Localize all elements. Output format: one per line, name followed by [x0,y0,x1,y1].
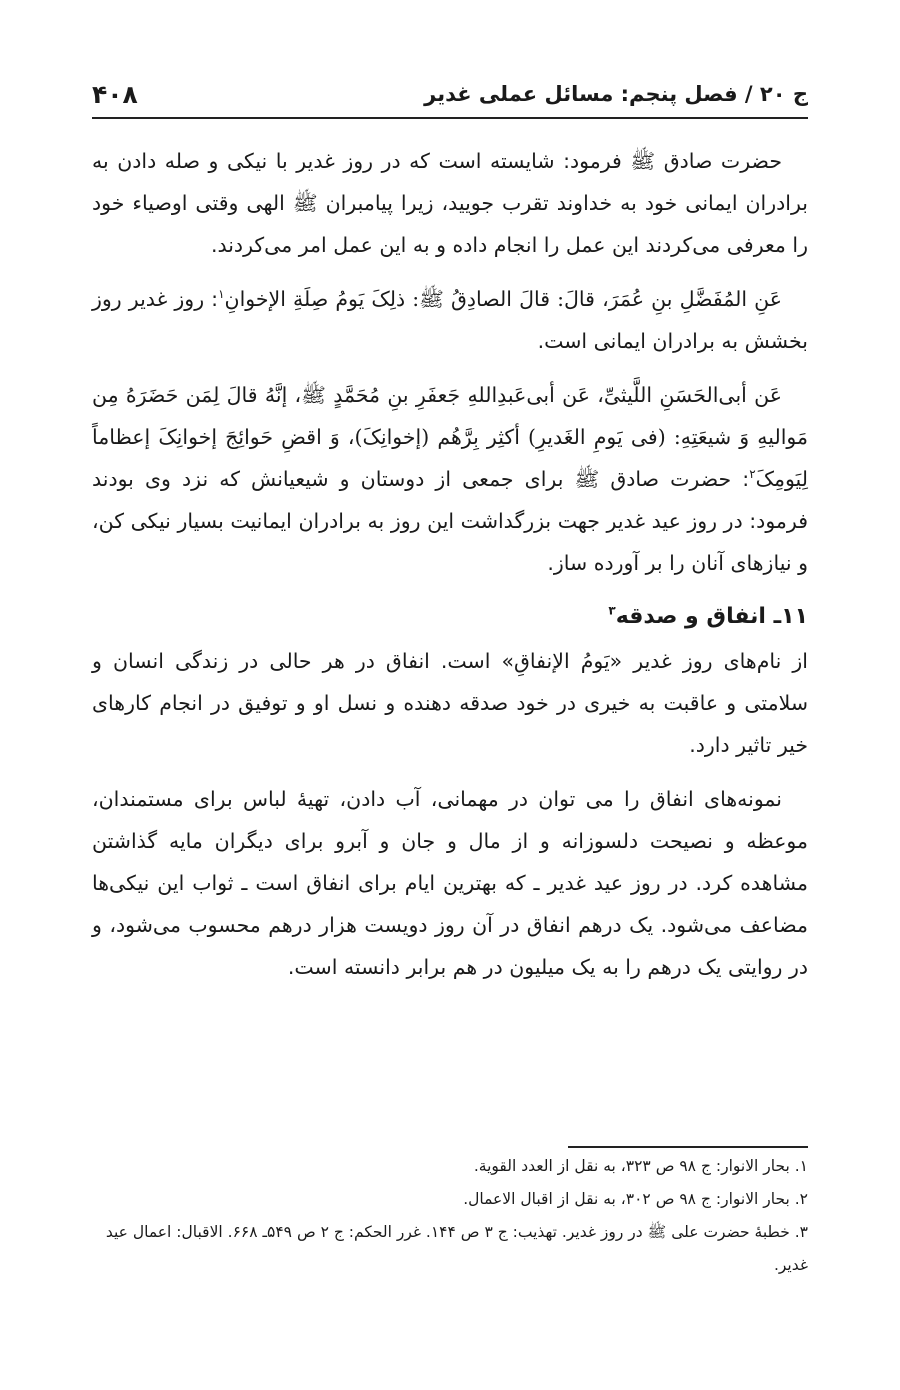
footnote-3: ۳. خطبهٔ حضرت علی ﷺ در روز غدیر. تهذیب: ج ۳ ص ۱۴۴. غرر الحکم: ج ۲ ص ۵۴۹ـ ۶۶۸. الاقبال: اعمال عید غدیر. [105,1223,808,1274]
section-heading [92,596,808,638]
page-header [92,74,808,114]
footnote-ref-1: ۱ [218,287,225,302]
footnote-rule [568,1146,808,1148]
page-number: ۴۰۸ [92,79,138,109]
paragraph-4: از نام‌های روز غدیر «یَومُ الإنفاقِ» است. انفاق در هر حالی در زندگی انسان و سلامتی و عاقبت به خیری در خود صدقه دهنده و نسل او و توفیق در انجام کارهای خیر تاثیر دارد. [92,649,808,757]
arabic-quote-1: عَنِ المُفَضَّلِ بنِ عُمَرَ، قالَ: قالَ الصادِقُ ﷺ: ذلِکَ یَومُ صِلَةِ الإخوانِ [224,287,782,311]
footnote-1: ۱. بحار الانوار: ج ۹۸ ص ۳۲۳، به نقل از العدد القویة. [473,1157,808,1175]
translation-1: : روز غدیر روز بخشش به برادران ایمانی است. [92,287,808,353]
paragraph-5: نمونه‌های انفاق را می توان در مهمانی، آب دادن، تهیهٔ لباس برای مستمندان، موعظه و نصیحت دلسوزانه و از مال و جان و آبرو برای دیگران مایه گذاشتن مشاهده کرد. در روز عید غدیر ـ که بهترین ایام برای انفاق است ـ ثواب این نیکی‌ها مضاعف می‌شود. یک درهم انفاق در آن روز دویست هزار درهم محسوب می‌شود، و در روایتی یک درهم را به یک میلیون در هم برابر دانسته است. [92,787,808,979]
header-rule [92,117,808,119]
footnote-ref-3: ۳ [608,603,616,618]
paragraph-3 [92,374,808,584]
heading-text: ۱۱ـ انفاق و صدقه [615,604,808,629]
running-head: ج ۲۰ / فصل پنجم: مسائل عملی غدیر [424,82,808,106]
footnotes [92,1150,808,1282]
arabic-quote-2: عَن أبی‌الحَسَنِ اللَّیثیِّ، عَن أبی‌عَبدِاللهِ جَعفَرِ بنِ مُحَمَّدٍ ﷺ، إنَّهُ قالَ لِمَن حَضَرَهُ مِن مَوالیهِ وَ شیعَتِهِ: (فی یَومِ الغَدیرِ) أکثِر بِرَّهُم (إخوانِکَ)، وَ اقضِ حَوائِجَ إخوانِکَ إعظاماً لِیَومِکَ [92,383,808,491]
translation-2: : حضرت صادق ﷺ برای جمعی از دوستان و شیعیانش که نزد وی بودند فرمود: در روز عید غدیر جهت بزرگداشت این روز به برادران ایمانیت بسیار نیکی کن، و نیازهای آنان را بر آورده ساز. [92,467,808,575]
main-text [92,140,808,1000]
paragraph-1: حضرت صادق ﷺ فرمود: شایسته است که در روز غدیر با نیکی و صله دادن به برادران ایمانی خود به خداوند تقرب جویید، زیرا پیامبران ﷺ الهی وقتی اوصیاء خود را معرفی می‌کردند این عمل را انجام داده و به این عمل امر می‌کردند. [92,149,808,257]
footnote-2: ۲. بحار الانوار: ج ۹۸ ص ۳۰۲، به نقل از اقبال الاعمال. [463,1190,808,1208]
footnote-ref-2: ۲ [749,467,756,482]
paragraph-2 [92,278,808,362]
